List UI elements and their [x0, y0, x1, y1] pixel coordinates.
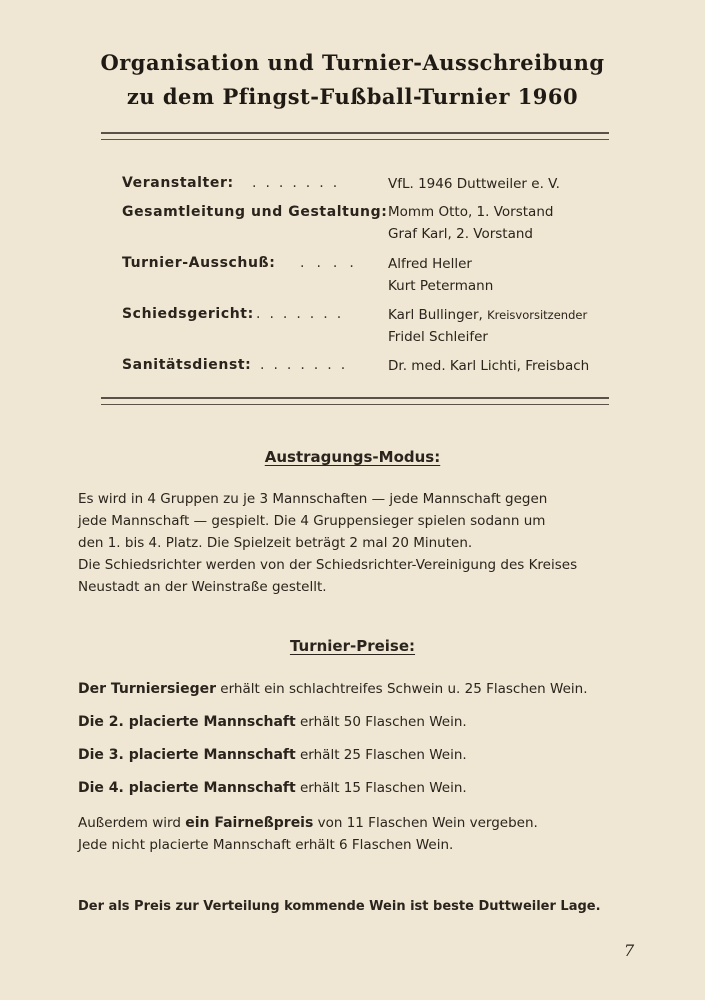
fairness-post: von 11 Flaschen Wein vergeben. [313, 815, 538, 831]
modus-line: Die Schiedsrichter werden von der Schiedsrichter-Vereinigung des Kreises [78, 557, 578, 573]
org-label-schiedsgericht: Schiedsgericht: [122, 306, 254, 322]
prize-recipient: Der Turniersieger [78, 681, 216, 697]
prize-item [78, 681, 618, 697]
prize-text: erhält 15 Flaschen Wein. [295, 780, 467, 796]
prize-text: erhält ein schlachtreifes Schwein u. 25 Flaschen Wein. [216, 681, 588, 697]
preise-heading-text: Turnier-Preise: [289, 637, 416, 655]
footer-note: Der als Preis zur Verteilung kommende Wein ist beste Duttweiler Lage. [78, 899, 601, 914]
org-value-ausschuss-1: Alfred Heller [388, 256, 472, 272]
fairness-prize-line [78, 815, 618, 831]
modus-line: Es wird in 4 Gruppen zu je 3 Mannschaften — jede Mannschaft gegen [78, 491, 548, 507]
org-value-sanitaetsdienst: Dr. med. Karl Lichti, Freisbach [388, 358, 590, 374]
prize-text: erhält 25 Flaschen Wein. [295, 747, 467, 763]
org-value-gesamtleitung-1: Momm Otto, 1. Vorstand [388, 204, 554, 220]
modus-paragraph [78, 488, 612, 598]
org-label-gesamtleitung: Gesamtleitung und Gestaltung: [122, 204, 388, 220]
modus-heading-text: Austragungs-Modus: [264, 448, 441, 466]
dot-leader: .... [300, 255, 366, 271]
fairness-pre: Außerdem wird [78, 815, 186, 831]
org-value-schiedsgericht-name: Karl Bullinger, [388, 307, 483, 323]
org-value-gesamtleitung-2: Graf Karl, 2. Vorstand [388, 226, 533, 242]
modus-line: jede Mannschaft — gespielt. Die 4 Gruppensieger spielen sodann um [78, 513, 546, 529]
page-number: 7 [624, 941, 635, 960]
prize-recipient: Die 4. placierte Mannschaft [78, 780, 296, 796]
fairness-prize: ein Fairneßpreis [185, 815, 314, 831]
prize-recipient: Die 2. placierte Mannschaft [78, 714, 296, 730]
prize-item [78, 780, 618, 796]
org-value-schiedsgericht-2: Fridel Schleifer [388, 329, 488, 345]
org-value-schiedsgericht-1 [388, 307, 587, 323]
prize-item [78, 714, 618, 730]
modus-line: den 1. bis 4. Platz. Die Spielzeit beträgt 2 mal 20 Minuten. [78, 535, 473, 551]
modus-heading [0, 448, 705, 466]
title-line-1: Organisation und Turnier-Ausschreibung [100, 50, 605, 75]
unplaced-prize-line: Jede nicht placierte Mannschaft erhält 6 Flaschen Wein. [78, 837, 454, 853]
divider-bottom [101, 397, 609, 405]
org-value-ausschuss-2: Kurt Petermann [388, 278, 494, 294]
prize-item [78, 747, 618, 763]
dot-leader: ....... [252, 175, 347, 191]
title-line-2: zu dem Pfingst-Fußball-Turnier 1960 [126, 84, 579, 109]
prize-recipient: Die 3. placierte Mannschaft [78, 747, 296, 763]
org-value-veranstalter: VfL. 1946 Duttweiler e. V. [388, 176, 560, 192]
org-value-schiedsgericht-note: Kreisvorsitzender [487, 308, 588, 322]
preise-heading [0, 637, 705, 655]
org-label-sanitaetsdienst: Sanitätsdienst: [122, 357, 252, 373]
divider-top [101, 132, 609, 140]
org-label-veranstalter: Veranstalter: [122, 175, 234, 191]
dot-leader: ....... [260, 357, 355, 373]
modus-line: Neustadt an der Weinstraße gestellt. [78, 579, 327, 595]
prize-text: erhält 50 Flaschen Wein. [295, 714, 467, 730]
org-label-turnier-ausschuss: Turnier-Ausschuß: [122, 255, 276, 271]
dot-leader: ....... [256, 306, 351, 322]
